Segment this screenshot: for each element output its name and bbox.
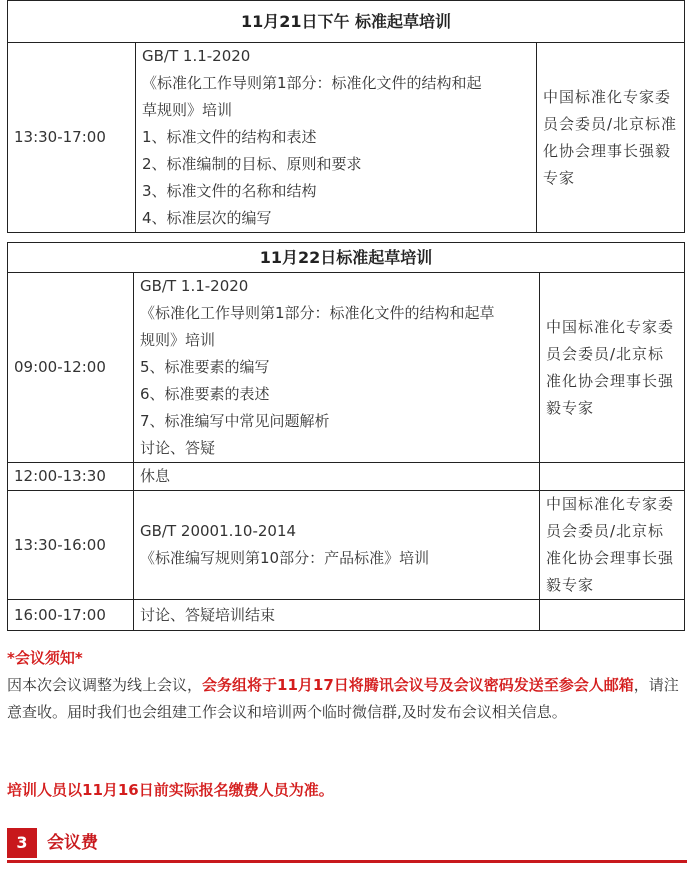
notice-title: *会议须知*: [7, 649, 83, 667]
section-title: 会议费: [47, 833, 98, 853]
day1-schedule-table: [7, 0, 685, 233]
content-line: GB/T 20001.10-2014: [140, 522, 297, 540]
empty-cell: [540, 463, 685, 491]
notice-text: ，请注意查收。届时我们也会组建工作会议和培训两个临时微信群,及时发布会议相关信息。: [7, 676, 679, 721]
notice-text: 因本次会议调整为线上会议，: [7, 676, 203, 694]
content-cell: [134, 491, 540, 600]
content-line: 2、标准编制的目标、原则和要求: [142, 155, 362, 173]
speaker-cell: 中国标准化专家委员会委员/北京标准化协会理事长强毅专家: [537, 43, 685, 233]
content-line: 讨论、答疑: [140, 439, 216, 457]
table-row: [8, 43, 685, 233]
content-line: GB/T 1.1-2020: [142, 47, 251, 65]
time-cell: 16:00-17:00: [8, 600, 134, 631]
table-row: [8, 463, 685, 491]
time-cell: 13:30-16:00: [8, 491, 134, 600]
content-line: 《标准化工作导则第1部分：标准化文件的结构和起: [142, 74, 482, 92]
time-cell: 09:00-12:00: [8, 273, 134, 463]
content-line: 5、标准要素的编写: [140, 358, 270, 376]
notice-highlight: 会务组将于11月17日将腾讯会议号及会议密码发送至参会人邮箱: [202, 676, 634, 694]
content-line: 6、标准要素的表述: [140, 385, 270, 403]
content-line: 1、标准文件的结构和表述: [142, 128, 317, 146]
content-cell: [136, 43, 537, 233]
empty-cell: [540, 600, 685, 631]
day2-header: 11月22日标准起草培训: [8, 243, 685, 273]
content-cell: 讨论、答疑培训结束: [134, 600, 540, 631]
notice-paragraph: [7, 672, 687, 726]
content-line: 草规则》培训: [142, 101, 233, 119]
speaker-cell: 中国标准化专家委员会委员/北京标准化协会理事长强毅专家: [540, 491, 685, 600]
table-row: [8, 600, 685, 631]
time-cell: 12:00-13:30: [8, 463, 134, 491]
table-row: [8, 491, 685, 600]
day1-header: 11月21日下午 标准起草培训: [8, 1, 685, 43]
table-row: [8, 273, 685, 463]
content-line: 《标准编写规则第10部分：产品标准》培训: [140, 549, 430, 567]
section-number: 3: [7, 828, 37, 858]
section-divider: [7, 860, 687, 863]
day2-schedule-table: [7, 242, 685, 631]
content-line: 7、标准编写中常见问题解析: [140, 412, 330, 430]
content-line: 《标准化工作导则第1部分：标准化文件的结构和起草: [140, 304, 495, 322]
time-cell: 13:30-17:00: [8, 43, 136, 233]
speaker-cell: 中国标准化专家委员会委员/北京标准化协会理事长强毅专家: [540, 273, 685, 463]
content-cell: 休息: [134, 463, 540, 491]
content-line: 规则》培训: [140, 331, 216, 349]
section-heading: [7, 828, 687, 858]
content-line: 3、标准文件的名称和结构: [142, 182, 317, 200]
registration-note: 培训人员以11月16日前实际报名缴费人员为准。: [7, 781, 334, 799]
content-cell: [134, 273, 540, 463]
content-line: 4、标准层次的编写: [142, 209, 272, 227]
content-line: GB/T 1.1-2020: [140, 277, 249, 295]
